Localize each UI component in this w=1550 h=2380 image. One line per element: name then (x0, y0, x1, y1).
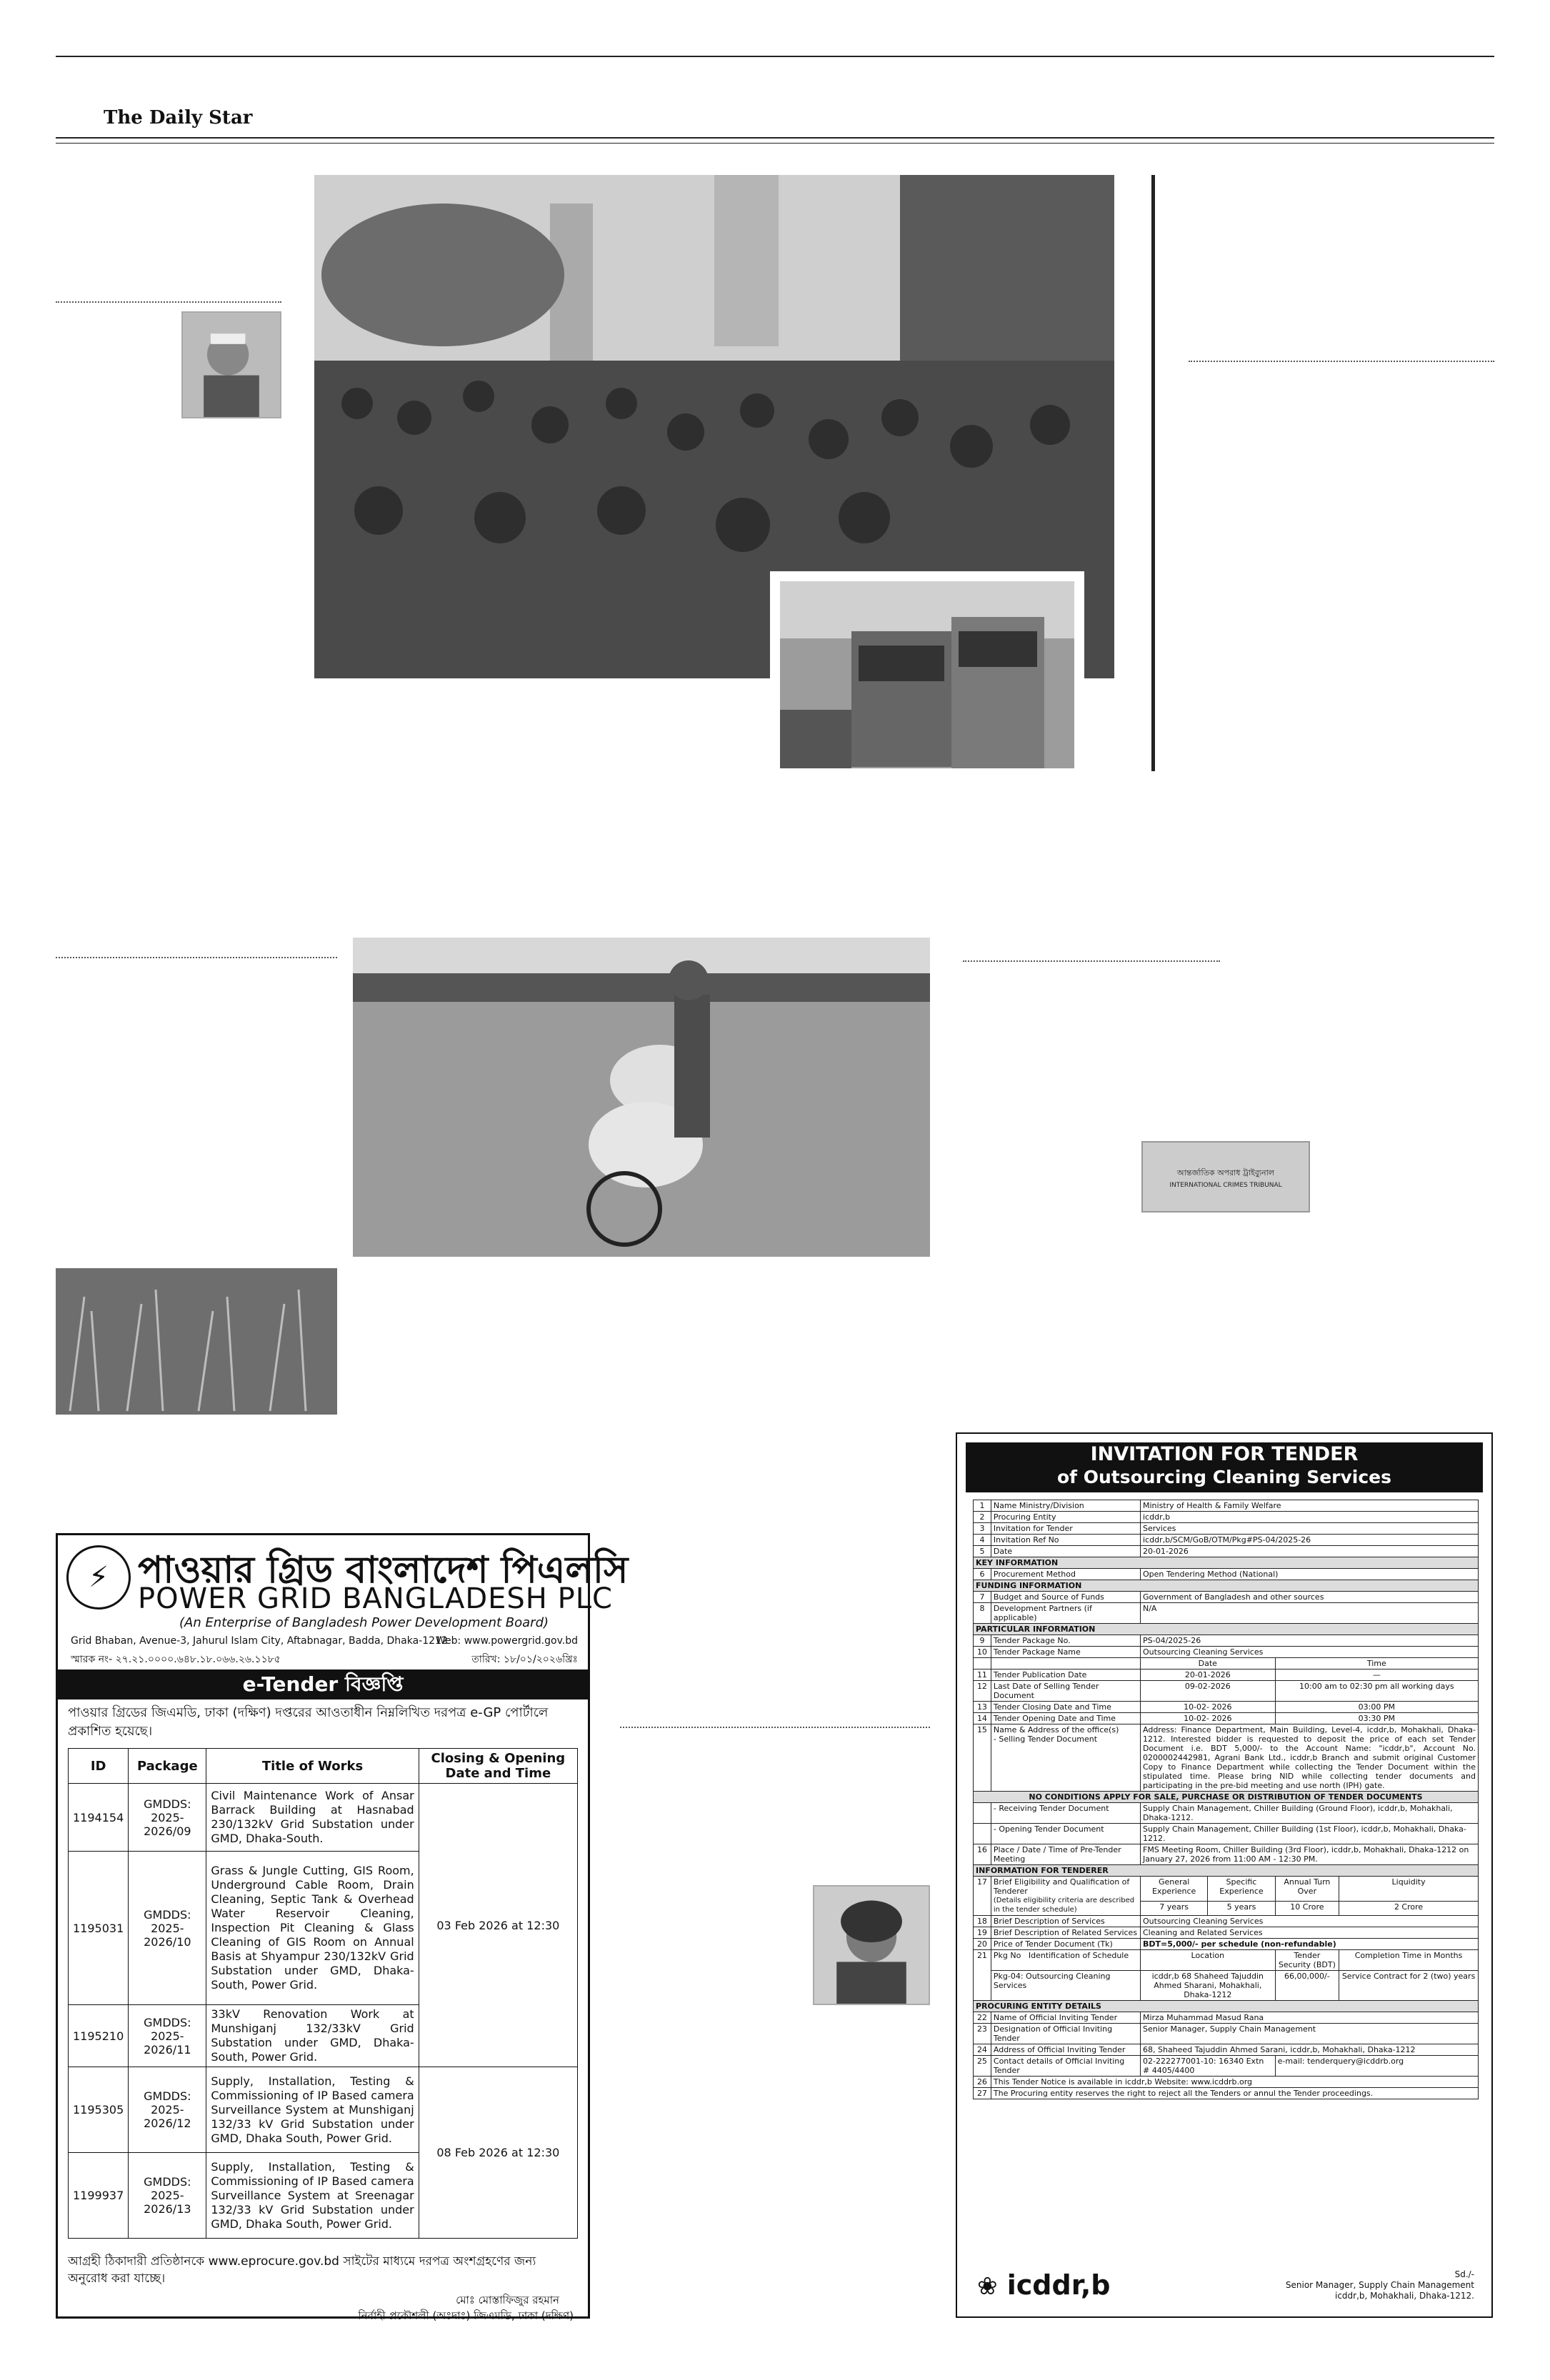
row-number: 14 (974, 1713, 991, 1724)
row-label: Tender Closing Date and Time (991, 1702, 1140, 1713)
row-value: icddr,b (1141, 1512, 1479, 1523)
row-value: The Procuring entity reserves the right to reject all the Tenders or annul the Tender proceedings. (991, 2088, 1478, 2099)
security-header: Tender Security (BDT) (1275, 1950, 1339, 1971)
table-row (974, 1535, 1479, 1546)
row-label: Tender Opening Date and Time (991, 1713, 1140, 1724)
table-row (974, 1702, 1479, 1713)
completion-header: Completion Time in Months (1339, 1950, 1479, 1971)
row-id: 1195031 (69, 1852, 129, 2005)
row-label: Last Date of Selling Tender Document (991, 1681, 1140, 1702)
table-row (974, 1546, 1479, 1557)
completion-value: Service Contract for 2 (two) years (1339, 1971, 1479, 2001)
section-header (974, 1865, 1479, 1877)
row-number: 13 (974, 1702, 991, 1713)
row-number: 7 (974, 1592, 991, 1603)
row-title: Supply, Installation, Testing & Commissioning of IP Based camera Surveillance System at Sreenagar 132/33 kV Grid Substation under GMD, Dhaka South, Power Grid. (206, 2153, 419, 2239)
bus-traffic-photo (770, 571, 1084, 778)
row-value: 68, Shaheed Tajuddin Ahmed Sarani, icddr,b, Mohakhali, Dhaka-1212 (1141, 2044, 1479, 2056)
row-label: Tender Publication Date (991, 1669, 1140, 1681)
row-time: 10:00 am to 02:30 pm all working days (1275, 1681, 1478, 1702)
table-row (974, 1500, 1479, 1512)
section-title: PROCURING ENTITY DETAILS (974, 2001, 1479, 2012)
row-value: This Tender Notice is available in icddr,b Website: www.icddrb.org (991, 2077, 1478, 2088)
schedule-header: Identification of Schedule (1028, 1951, 1129, 1960)
power-grid-footer-note: আগ্রহী ঠিকাদারী প্রতিষ্ঠানকে www.eprocure.gov.bd সাইটের মাধ্যমে দরপত্র অংশগ্রহণের জন্য অনুরোধ করা যাচ্ছে। (68, 2254, 536, 2286)
row-value: Cleaning and Related Services (1141, 1927, 1479, 1939)
section-title: INFORMATION FOR TENDERER (974, 1865, 1479, 1877)
row-number: 23 (974, 2024, 991, 2044)
icddrb-tender-ad (956, 1432, 1493, 2318)
table-row (974, 1950, 1479, 1971)
icddrb-logo (977, 2269, 1110, 2301)
row-time: 03:30 PM (1275, 1713, 1478, 1724)
icddrb-signature (1286, 2269, 1474, 2301)
table-row (974, 2012, 1479, 2024)
row-value: Senior Manager, Supply Chain Management (1141, 2024, 1479, 2044)
row-label (991, 1724, 1140, 1792)
elig-value: 5 years (1208, 1902, 1275, 1916)
table-row (69, 2067, 578, 2153)
row-number: 12 (974, 1681, 991, 1702)
right-column-divider (1189, 361, 1494, 362)
row-label: Designation of Official Inviting Tender (991, 2024, 1140, 2044)
row-number: 22 (974, 2012, 991, 2024)
row-number: 5 (974, 1546, 991, 1557)
table-row (974, 1927, 1479, 1939)
power-grid-signer: মোঃ মোস্তাফিজুর রহমান (456, 2294, 559, 2306)
section-title: PARTICULAR INFORMATION (974, 1624, 1479, 1635)
row-label: Development Partners (if applicable) (991, 1603, 1140, 1624)
row-id: 1194154 (69, 1784, 129, 1852)
header-title: Title of Works (206, 1749, 419, 1784)
row-id: 1195305 (69, 2067, 129, 2153)
table-row (974, 1669, 1479, 1681)
location-header: Location (1141, 1950, 1276, 1971)
closing-date-2: 08 Feb 2026 at 12:30 (419, 2067, 577, 2239)
row-number: 1 (974, 1500, 991, 1512)
table-row (69, 1784, 578, 1852)
row-label: Procurement Method (991, 1569, 1140, 1580)
tribunal-name-bn: আন্তর্জাতিক অপরাধ ট্রাইব্যুনাল (1177, 1168, 1274, 1178)
pkg-value: Pkg-04: Outsourcing Cleaning Services (991, 1971, 1140, 2001)
mid-right-divider (963, 960, 1220, 962)
crop-field-photo (56, 1268, 337, 1415)
section-title: FUNDING INFORMATION (974, 1580, 1479, 1592)
row-number: 8 (974, 1603, 991, 1624)
row-value: Address: Finance Department, Main Building, Level-4, icddr,b, Mohakhali, Dhaka-1212. Interested bidder is requested to deposit the price of each set Tender Document i.e. BDT 5,000/- to the Account Name: "icddr,b", Account No. 0200002442981, Agrani Bank Ltd., icddr,b Branch and submit original Customer Copy to Finance Department while collecting the Tender Document within the stipulated time. Please bring NID while collecting tender documents and participating in the pre-bid meeting and use north (IPH) gate. (1141, 1724, 1479, 1792)
row-id: 1195210 (69, 2005, 129, 2067)
row-value: Mirza Muhammad Masud Rana (1141, 2012, 1479, 2024)
elig-header: Annual Turn Over (1275, 1877, 1339, 1902)
row-package: GMDDS: 2025-2026/13 (129, 2153, 206, 2239)
row-value: BDT=5,000/- per schedule (non-refundable) (1141, 1939, 1479, 1950)
header-closing: Closing & Opening Date and Time (419, 1749, 577, 1784)
row-id: 1199937 (69, 2153, 129, 2239)
table-row (974, 2024, 1479, 2044)
masthead-rule-2 (56, 143, 1494, 144)
row-value: Supply Chain Management, Chiller Building (Ground Floor), icddr,b, Mohakhali, Dhaka-1212. (1141, 1803, 1479, 1824)
potato-field-photo (353, 938, 930, 1257)
row-label: Address of Official Inviting Tender (991, 2044, 1140, 2056)
portrait-photo-woman (813, 1885, 930, 2005)
table-row (974, 1569, 1479, 1580)
row-date: 20-01-2026 (1141, 1669, 1276, 1681)
row-date: 09-02-2026 (1141, 1681, 1276, 1702)
location-value: icddr,b 68 Shaheed Tajuddin Ahmed Sharani, Mohakhali, Dhaka-1212 (1141, 1971, 1276, 2001)
elig-header: Liquidity (1339, 1877, 1479, 1902)
header-id: ID (69, 1749, 129, 1784)
table-row (974, 1939, 1479, 1950)
lower-middle-divider (620, 1727, 930, 1728)
row-email: e-mail: tenderquery@icddrb.org (1275, 2056, 1478, 2077)
elig-header: General Experience (1141, 1877, 1208, 1902)
row-label: Price of Tender Document (Tk) (991, 1939, 1140, 1950)
icddrb-title: INVITATION FOR TENDER (1090, 1443, 1359, 1465)
table-row (974, 1916, 1479, 1927)
row-label: Name of Official Inviting Tender (991, 2012, 1140, 2024)
table-row (974, 1971, 1479, 2001)
row-title: Grass & Jungle Cutting, GIS Room, Underground Cable Room, Drain Cleaning, Septic Tank & Overhead Water Reservoir Cleaning, Inspection Pit Cleaning & Glass Cleaning of GIS Room on Annual Basis at Shyampur 230/132kV Grid Substation under GMD, Dhaka-South, Power Grid. (206, 1852, 419, 2005)
row-label: Contact details of Official Inviting Tender (991, 2056, 1140, 2077)
power-grid-address: Grid Bhaban, Avenue-3, Jahurul Islam City, Aftabnagar, Badda, Dhaka-1212 (71, 1635, 448, 1647)
elig-header: Specific Experience (1208, 1877, 1275, 1902)
icddrb-logo-text: icddr,b (1006, 2269, 1111, 2301)
row-value: Services (1141, 1523, 1479, 1535)
table-row (974, 1658, 1479, 1669)
power-grid-signer-title: নির্বাহী প্রকৌশলী (অঃদাঃ) জিএমডি, ঢাকা (দক্ষিণ) (358, 2309, 574, 2322)
section-header (974, 1557, 1479, 1569)
row-title: 33kV Renovation Work at Munshiganj 132/33kV Grid Substation under GMD, Dhaka-South, Power Grid. (206, 2005, 419, 2067)
section-header (974, 1580, 1479, 1592)
row-label: Invitation Ref No (991, 1535, 1140, 1546)
section-header (974, 1624, 1479, 1635)
signature-title: Senior Manager, Supply Chain Management (1285, 2280, 1474, 2290)
power-grid-intro: পাওয়ার গ্রিডের জিএমডি, ঢাকা (দক্ষিণ) দপ্তরের আওতাধীন নিম্নলিখিত দরপত্র e-GP পোর্টালে প্রকাশিত হয়েছে। (68, 1705, 549, 1739)
row-number: 27 (974, 2088, 991, 2099)
row-package: GMDDS: 2025-2026/12 (129, 2067, 206, 2153)
row-label: Place / Date / Time of Pre-Tender Meeting (991, 1844, 1140, 1865)
row-label (991, 1877, 1140, 1916)
power-grid-name-en: POWER GRID BANGLADESH PLC (138, 1582, 613, 1615)
top-rule (56, 56, 1494, 57)
power-grid-logo-icon: ⚡ (66, 1545, 131, 1610)
row-value: FMS Meeting Room, Chiller Building (3rd Floor), icddr,b, Mohakhali, Dhaka-1212 on January 27, 2026 from 11:00 AM - 12:30 PM. (1141, 1844, 1479, 1865)
portrait-photo-man (181, 311, 281, 418)
table-row (974, 2077, 1479, 2088)
table-row (974, 1803, 1479, 1824)
row-label: Date (991, 1546, 1140, 1557)
row-number: 19 (974, 1927, 991, 1939)
section-title: NO CONDITIONS APPLY FOR SALE, PURCHASE OR DISTRIBUTION OF TENDER DOCUMENTS (974, 1792, 1479, 1803)
eligibility-label: Brief Eligibility and Qualification of Tenderer (993, 1877, 1130, 1896)
row-value: 20-01-2026 (1141, 1546, 1479, 1557)
row-number: 11 (974, 1669, 991, 1681)
power-grid-name-bn: পাওয়ার গ্রিড বাংলাদেশ পিএলসি (138, 1549, 629, 1592)
row-time: 03:00 PM (1275, 1702, 1478, 1713)
row-package: GMDDS: 2025-2026/11 (129, 2005, 206, 2067)
security-value: 66,00,000/- (1275, 1971, 1339, 2001)
row-label: Brief Description of Services (991, 1916, 1140, 1927)
row-number: 18 (974, 1916, 991, 1927)
row-label: - Opening Tender Document (991, 1824, 1140, 1844)
row-label: Tender Package No. (991, 1635, 1140, 1647)
tender-table (68, 1748, 578, 2239)
header-package: Package (129, 1749, 206, 1784)
row-number: 17 (974, 1877, 991, 1916)
row-number: 20 (974, 1939, 991, 1950)
selling-label: - Selling Tender Document (993, 1734, 1098, 1744)
row-number: 9 (974, 1635, 991, 1647)
power-grid-website: Web: www.powergrid.gov.bd (436, 1635, 578, 1647)
table-row (974, 1844, 1479, 1865)
table-row (974, 1603, 1479, 1624)
elig-value: 10 Crore (1275, 1902, 1339, 1916)
row-label: Invitation for Tender (991, 1523, 1140, 1535)
row-date: 10-02- 2026 (1141, 1702, 1276, 1713)
row-date: 10-02- 2026 (1141, 1713, 1276, 1724)
row-number: 25 (974, 2056, 991, 2077)
elig-value: 7 years (1141, 1902, 1208, 1916)
time-column-header: Time (1275, 1658, 1478, 1669)
row-number: 3 (974, 1523, 991, 1535)
power-grid-etender-ad (56, 1533, 629, 2322)
section-title: KEY INFORMATION (974, 1557, 1479, 1569)
row-label: - Receiving Tender Document (991, 1803, 1140, 1824)
column-divider (56, 301, 281, 303)
table-row (974, 1877, 1479, 1902)
section-header (974, 1792, 1479, 1803)
power-grid-subtitle: (An Enterprise of Bangladesh Power Development Board) (179, 1615, 549, 1630)
row-package: GMDDS: 2025-2026/09 (129, 1784, 206, 1852)
vertical-column-rule (1151, 175, 1155, 771)
row-label: Name Ministry/Division (991, 1500, 1140, 1512)
etender-banner: e-Tender বিজ্ঞপ্তি (58, 1669, 588, 1699)
tender-table-header (69, 1749, 578, 1784)
row-number: 10 (974, 1647, 991, 1658)
row-value: N/A (1141, 1603, 1479, 1624)
row-time: — (1275, 1669, 1478, 1681)
row-number: 6 (974, 1569, 991, 1580)
row-label: Brief Description of Related Services (991, 1927, 1140, 1939)
row-value: Supply Chain Management, Chiller Building (1st Floor), icddr,b, Mohakhali, Dhaka-1212. (1141, 1824, 1479, 1844)
power-grid-header (58, 1535, 629, 1621)
signature-sd: Sd./- (1454, 2269, 1474, 2279)
table-row (974, 2044, 1479, 2056)
masthead-rule-1 (56, 137, 1494, 139)
table-row (974, 1523, 1479, 1535)
row-value: Open Tendering Method (National) (1141, 1569, 1479, 1580)
table-row (974, 1647, 1479, 1658)
row-number: 2 (974, 1512, 991, 1523)
row-number: 15 (974, 1724, 991, 1792)
signature-address: icddr,b, Mohakhali, Dhaka-1212. (1335, 2291, 1474, 2301)
tribunal-nameplate (1141, 1141, 1310, 1212)
closing-date-1: 03 Feb 2026 at 12:30 (419, 1784, 577, 2067)
table-row (974, 2056, 1479, 2077)
pkg-header: Pkg No (993, 1951, 1021, 1960)
icddrb-logo-icon: ❀ (977, 2272, 998, 2301)
table-row (974, 1824, 1479, 1844)
date-column-header: Date (1141, 1658, 1276, 1669)
row-value: PS-04/2025-26 (1141, 1635, 1479, 1647)
row-label: Procuring Entity (991, 1512, 1140, 1523)
elig-value: 2 Crore (1339, 1902, 1479, 1916)
masthead-logo: The Daily Star (104, 107, 253, 129)
table-row (974, 1512, 1479, 1523)
row-number: 16 (974, 1844, 991, 1865)
icddrb-subtitle: of Outsourcing Cleaning Services (1056, 1467, 1392, 1487)
eligibility-note: (Details eligibility criteria are described in the tender schedule) (993, 1897, 1135, 1914)
row-value: icddr,b/SCM/GoB/OTM/Pkg#PS-04/2025-26 (1141, 1535, 1479, 1546)
power-grid-date: তারিখ: ১৮/০১/২০২৬খ্রিঃ (471, 1654, 578, 1665)
tribunal-name-en: INTERNATIONAL CRIMES TRIBUNAL (1169, 1182, 1282, 1189)
left-mid-divider (56, 957, 337, 958)
row-label: Tender Package Name (991, 1647, 1140, 1658)
table-row (974, 2088, 1479, 2099)
row-value: Ministry of Health & Family Welfare (1141, 1500, 1479, 1512)
power-grid-memo-no: স্মারক নং- ২৭.২১.০০০০.৬৪৮.১৮.০৬৬.২৬.১১৮৫ (71, 1654, 281, 1665)
table-row (974, 1724, 1479, 1792)
row-number: 4 (974, 1535, 991, 1546)
row-label (991, 1950, 1140, 1971)
row-value: Government of Bangladesh and other sources (1141, 1592, 1479, 1603)
row-value: Outsourcing Cleaning Services (1141, 1647, 1479, 1658)
row-number: 21 (974, 1950, 991, 2001)
table-row (974, 1713, 1479, 1724)
row-label: Budget and Source of Funds (991, 1592, 1140, 1603)
table-row (974, 1635, 1479, 1647)
table-row (974, 1681, 1479, 1702)
row-value: Outsourcing Cleaning Services (1141, 1916, 1479, 1927)
row-number: 26 (974, 2077, 991, 2088)
icddrb-tender-table (973, 1500, 1479, 2099)
row-package: GMDDS: 2025-2026/10 (129, 1852, 206, 2005)
section-header (974, 2001, 1479, 2012)
row-value: 02-222277001-10: 16340 Extn # 4405/4400 (1141, 2056, 1276, 2077)
row-number: 24 (974, 2044, 991, 2056)
row-title: Supply, Installation, Testing & Commissioning of IP Based camera Surveillance System at Munshiganj 132/33 kV Grid Substation under GMD, Dhaka South, Power Grid. (206, 2067, 419, 2153)
row-title: Civil Maintenance Work of Ansar Barrack Building at Hasnabad 230/132kV Grid Substation under GMD, Dhaka-South. (206, 1784, 419, 1852)
icddrb-title-banner (966, 1442, 1483, 1492)
table-row (974, 1592, 1479, 1603)
office-label: Name & Address of the office(s) (993, 1725, 1119, 1734)
